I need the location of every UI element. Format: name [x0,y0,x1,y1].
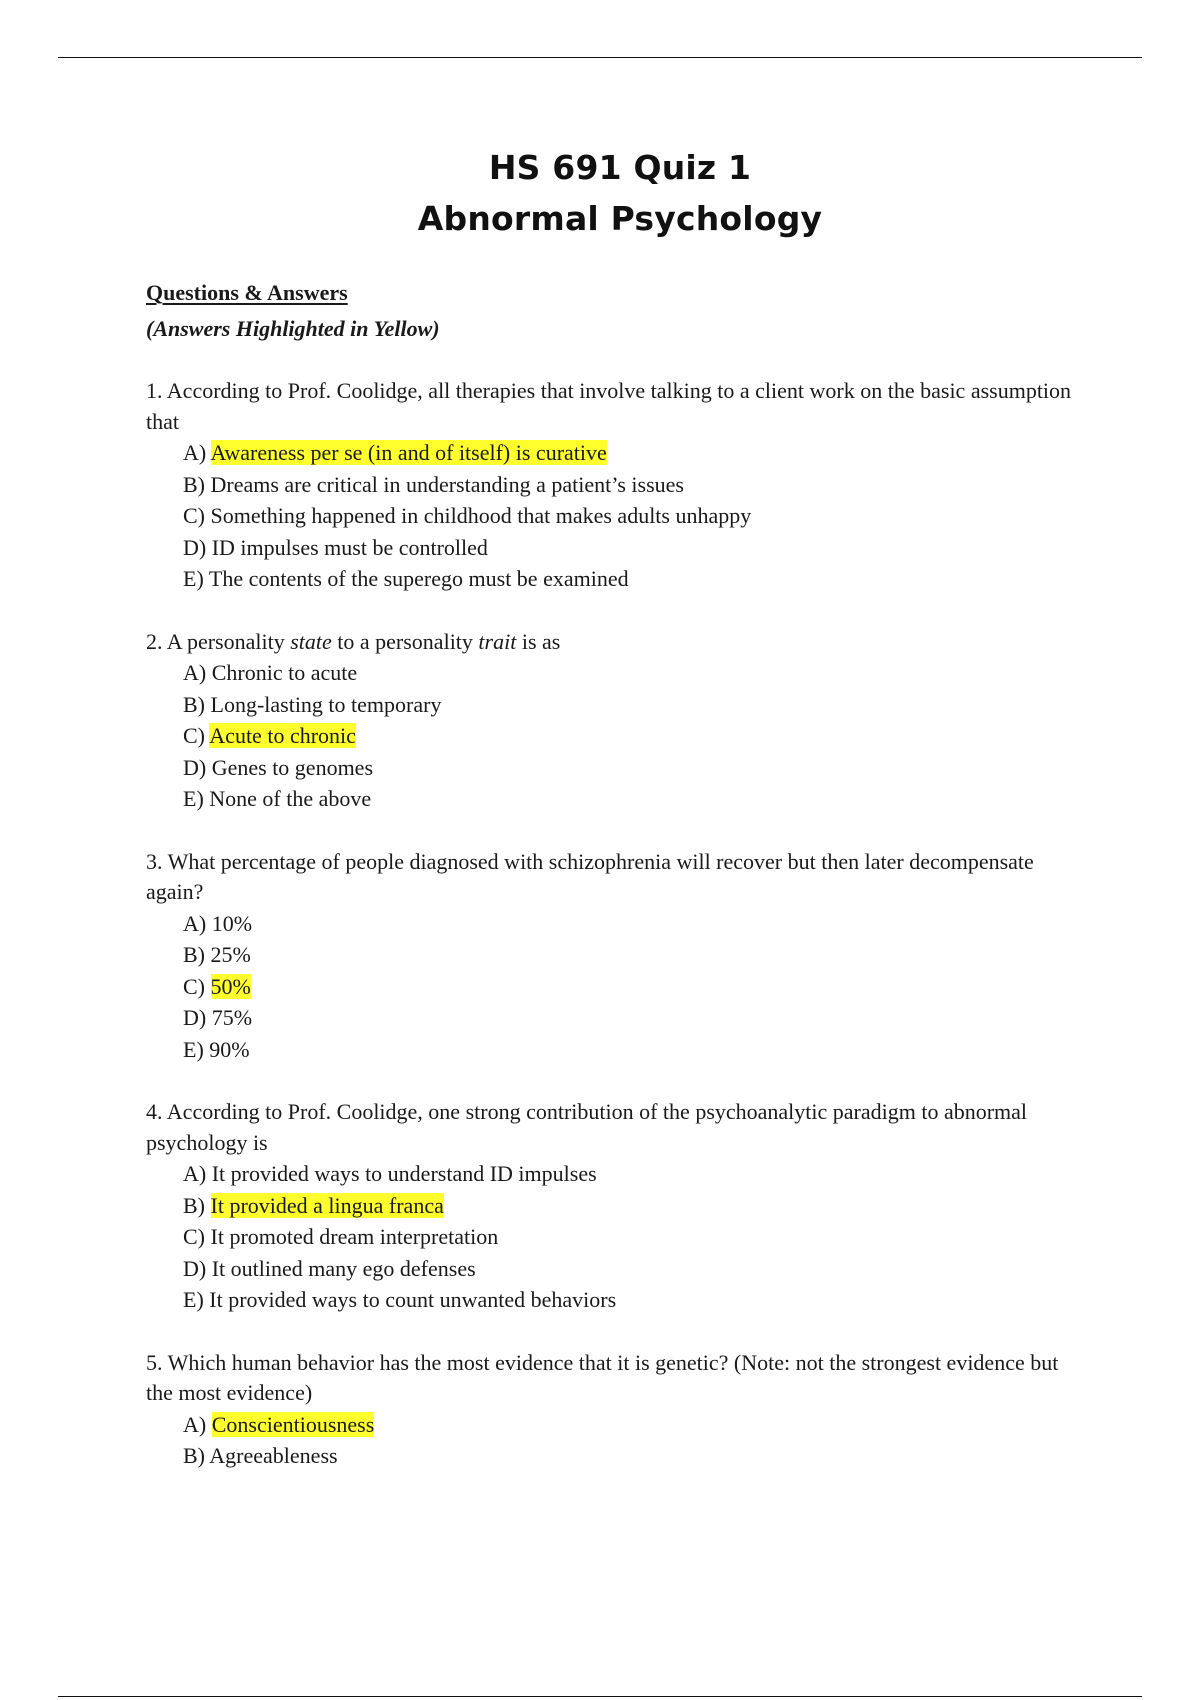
option-text: It provided ways to count unwanted behaviors [209,1287,617,1312]
option-letter: A) [183,440,211,465]
question-list [146,376,1086,1472]
option-letter: D) [183,534,212,560]
option-text: Long-lasting to temporary [210,691,442,717]
option-c [183,971,1086,1003]
option-d [183,532,1086,564]
correct-answer-highlight: It provided a lingua franca [210,1192,444,1218]
option-letter: A) [183,1161,212,1186]
option-text: It outlined many ego defenses [211,1255,476,1281]
option-letter: E) [183,1036,210,1062]
option-c [183,1221,1086,1253]
option-letter: C) [183,503,211,528]
option-b [183,939,1086,971]
question-stem: 1. According to Prof. Coolidge, all therapies that involve talking to a client work on the basic assumption that [146,378,1072,434]
question-stem: 5. Which human behavior has the most evidence that it is genetic? (Note: not the strongest evidence but the most evidence) [146,1349,1059,1405]
question-stem: 4. According to Prof. Coolidge, one strong contribution of the psychoanalytic paradigm to abnormal psychology is [146,1099,1028,1155]
option-a [183,657,1086,689]
question-4 [146,1097,1086,1316]
option-e [183,1034,1086,1066]
option-text: Genes to genomes [211,754,374,780]
option-text: Dreams are critical in understanding a patient’s issues [210,471,684,497]
option-a [183,1158,1086,1190]
question-5 [146,1348,1086,1472]
question-1 [146,376,1086,595]
option-letter: B) [183,1192,211,1218]
option-b [183,1190,1086,1222]
section-heading: Questions & Answers [146,280,348,305]
option-e [183,783,1086,815]
option-e [183,563,1086,595]
option-a [183,1409,1086,1441]
option-text: ID impulses must be controlled [211,534,488,560]
option-text: It promoted dream interpretation [210,1224,499,1249]
option-letter: D) [183,754,212,780]
option-text: Agreeableness [209,1443,338,1468]
question-stem: 3. What percentage of people diagnosed with schizophrenia will recover but then later decompensate again? [146,848,1034,904]
option-list [146,908,1086,1066]
option-b [183,1440,1086,1472]
correct-answer-highlight: Conscientiousness [211,1411,375,1437]
stem-text: 2. A personality [146,628,291,654]
option-b [183,469,1086,501]
option-letter: C) [183,1224,211,1249]
option-letter: B) [183,691,211,717]
option-text: The contents of the superego must be examined [208,566,629,591]
option-b [183,689,1086,721]
stem-emphasis: trait [478,628,517,654]
stem-text: is as [516,628,561,654]
option-d [183,1002,1086,1034]
option-text: 75% [211,1005,253,1030]
correct-answer-highlight: 50% [210,973,251,999]
option-text: None of the above [209,786,372,811]
option-letter: B) [183,942,211,967]
title-block [0,142,1200,244]
option-letter: E) [183,566,209,591]
option-letter: D) [183,1255,212,1281]
page-title: HS 691 Quiz 1 [488,148,752,187]
option-text: Chronic to acute [211,660,358,685]
option-text: 90% [209,1036,250,1062]
option-text: 10% [211,910,253,936]
option-e [183,1284,1086,1316]
option-list [146,1158,1086,1316]
option-letter: A) [183,910,212,936]
option-letter: E) [183,786,210,811]
stem-emphasis: state [290,628,332,654]
question-stem [146,627,1086,658]
option-letter: D) [183,1005,212,1030]
option-d [183,1253,1086,1285]
bottom-rule [58,1696,1142,1697]
correct-answer-highlight: Acute to chronic [209,723,356,748]
option-text: 25% [210,942,251,967]
option-list [146,1409,1086,1472]
option-c [183,720,1086,752]
option-letter: E) [183,1287,210,1312]
option-letter: C) [183,723,210,748]
stem-text: to a personality [331,628,479,654]
option-text: It provided ways to understand ID impulses [211,1161,597,1186]
option-letter: C) [183,973,211,999]
option-letter: B) [183,1443,210,1468]
section-note: (Answers Highlighted in Yellow) [146,316,440,341]
question-3 [146,847,1086,1066]
option-text: Something happened in childhood that makes adults unhappy [210,503,752,528]
option-list [146,657,1086,815]
option-letter: A) [183,660,212,685]
option-a [183,437,1086,469]
option-d [183,752,1086,784]
document-content [146,279,1086,1504]
option-letter: A) [183,1411,212,1437]
option-c [183,500,1086,532]
option-letter: B) [183,471,211,497]
top-rule [58,57,1142,58]
question-2 [146,627,1086,815]
page-subtitle: Abnormal Psychology [417,199,823,238]
option-a [183,908,1086,940]
option-list [146,437,1086,595]
correct-answer-highlight: Awareness per se (in and of itself) is curative [210,440,607,465]
